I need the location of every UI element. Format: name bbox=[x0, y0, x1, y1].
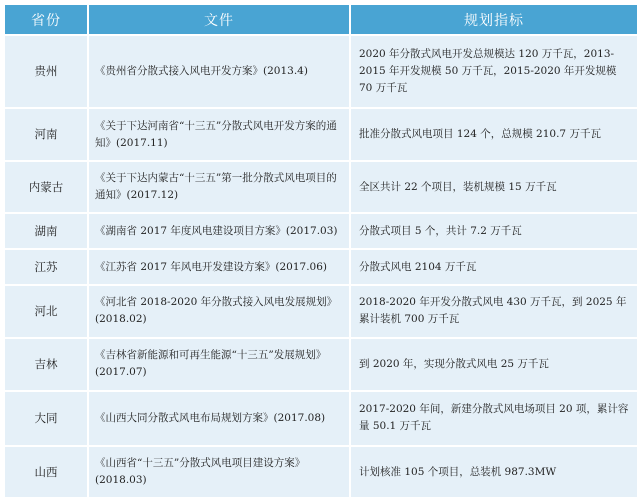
cell-file: 《山西大同分散式风电布局规划方案》(2017.08) bbox=[89, 392, 349, 445]
cell-target: 全区共计 22 个项目，装机规模 15 万千瓦 bbox=[351, 162, 637, 212]
cell-file: 《河北省 2018-2020 年分散式接入风电发展规划》(2018.02) bbox=[89, 286, 349, 337]
cell-target: 分散式项目 5 个，共计 7.2 万千瓦 bbox=[351, 214, 637, 248]
cell-province: 河北 bbox=[5, 286, 87, 337]
cell-target: 2018-2020 年开发分散式风电 430 万千瓦，到 2025 年累计装机 700 万千瓦 bbox=[351, 286, 637, 337]
cell-province: 湖南 bbox=[5, 214, 87, 248]
cell-file: 《贵州省分散式接入风电开发方案》(2013.4) bbox=[89, 36, 349, 107]
cell-province: 江苏 bbox=[5, 250, 87, 284]
cell-target: 2020 年分散式风电开发总规模达 120 万千瓦，2013-2015 年开发规模 50 万千瓦，2015-2020 年开发规模 70 万千瓦 bbox=[351, 36, 637, 107]
policy-table bbox=[3, 3, 639, 499]
table-row bbox=[5, 214, 637, 248]
header-row bbox=[5, 5, 637, 34]
cell-province: 河南 bbox=[5, 109, 87, 160]
cell-file: 《关于下达内蒙古“十三五”第一批分散式风电项目的通知》(2017.12) bbox=[89, 162, 349, 212]
header-province: 省份 bbox=[5, 5, 87, 34]
cell-target: 批准分散式风电项目 124 个，总规模 210.7 万千瓦 bbox=[351, 109, 637, 160]
header-target: 规划指标 bbox=[351, 5, 637, 34]
table-row bbox=[5, 109, 637, 160]
cell-province: 贵州 bbox=[5, 36, 87, 107]
cell-province: 大同 bbox=[5, 392, 87, 445]
cell-target: 2017-2020 年间，新建分散式风电场项目 20 项，累计容量 50.1 万千瓦 bbox=[351, 392, 637, 445]
cell-file: 《关于下达河南省“十三五”分散式风电开发方案的通知》(2017.11) bbox=[89, 109, 349, 160]
cell-province: 山西 bbox=[5, 447, 87, 497]
table-row bbox=[5, 162, 637, 212]
cell-file: 《山西省“十三五”分散式风电项目建设方案》(2018.03) bbox=[89, 447, 349, 497]
cell-province: 吉林 bbox=[5, 339, 87, 390]
cell-target: 分散式风电 2104 万千瓦 bbox=[351, 250, 637, 284]
table-row bbox=[5, 339, 637, 390]
table-row bbox=[5, 286, 637, 337]
cell-province: 内蒙古 bbox=[5, 162, 87, 212]
header-file: 文件 bbox=[89, 5, 349, 34]
cell-file: 《湖南省 2017 年度风电建设项目方案》(2017.03) bbox=[89, 214, 349, 248]
cell-file: 《江苏省 2017 年风电开发建设方案》(2017.06) bbox=[89, 250, 349, 284]
table-row bbox=[5, 250, 637, 284]
table-row bbox=[5, 392, 637, 445]
cell-file: 《吉林省新能源和可再生能源“十三五”发展规划》(2017.07) bbox=[89, 339, 349, 390]
table-row bbox=[5, 36, 637, 107]
table-row bbox=[5, 447, 637, 497]
cell-target: 计划核准 105 个项目，总装机 987.3MW bbox=[351, 447, 637, 497]
cell-target: 到 2020 年，实现分散式风电 25 万千瓦 bbox=[351, 339, 637, 390]
